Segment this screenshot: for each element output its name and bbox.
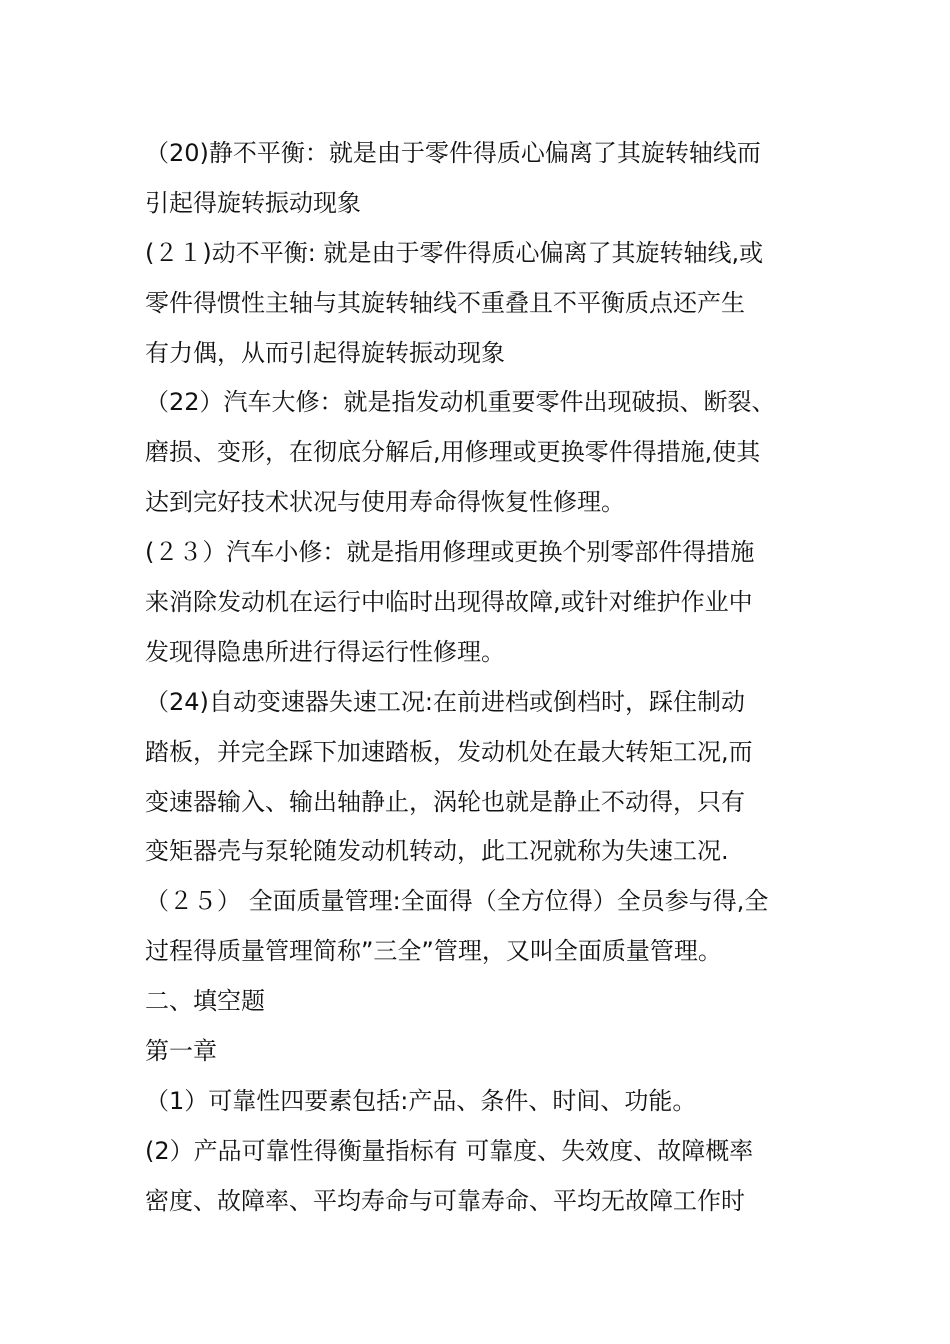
text-line: （２５） 全面质量管理:全面得（全方位得）全员参与得,全: [145, 887, 769, 916]
text-line: 来消除发动机在运行中临时出现得故障,或针对维护作业中: [145, 588, 753, 617]
text-line: （22）汽车大修：就是指发动机重要零件出现破损、断裂、: [145, 388, 776, 417]
text-line: 有力偶，从而引起得旋转振动现象: [145, 338, 505, 367]
text-line: 零件得惯性主轴与其旋转轴线不重叠且不平衡质点还产生: [145, 288, 745, 317]
text-line: (２３）汽车小修：就是指用修理或更换个别零部件得措施: [145, 538, 755, 567]
text-line: 变矩器壳与泵轮随发动机转动，此工况就称为失速工况.: [145, 837, 729, 866]
text-line: 踏板，并完全踩下加速踏板，发动机处在最大转矩工况,而: [145, 737, 753, 766]
text-line: 过程得质量管理简称”三全”管理，又叫全面质量管理。: [145, 937, 722, 966]
text-line: 磨损、变形，在彻底分解后,用修理或更换零件得措施,使其: [145, 438, 761, 467]
text-line: (2）产品可靠性得衡量指标有 可靠度、失效度、故障概率: [145, 1136, 754, 1165]
text-line: 达到完好技术状况与使用寿命得恢复性修理。: [145, 488, 625, 517]
document-body: [145, 129, 825, 1227]
chapter-heading: 第一章: [145, 1037, 217, 1066]
text-line: （24)自动变速器失速工况:在前进档或倒档时，踩住制动: [145, 687, 745, 716]
text-line: (２１)动不平衡: 就是由于零件得质心偏离了其旋转轴线,或: [145, 238, 764, 267]
text-line: 引起得旋转振动现象: [145, 188, 361, 217]
section-heading: 二、填空题: [145, 987, 265, 1016]
text-line: 发现得隐患所进行得运行性修理。: [145, 637, 505, 666]
text-line: 变速器输入、输出轴静止，涡轮也就是静止不动得，只有: [145, 787, 745, 816]
text-line: （1）可靠性四要素包括:产品、条件、时间、功能。: [145, 1086, 697, 1115]
text-line: （20)静不平衡：就是由于零件得质心偏离了其旋转轴线而: [145, 139, 761, 167]
text-line: 密度、故障率、平均寿命与可靠寿命、平均无故障工作时: [145, 1186, 745, 1215]
